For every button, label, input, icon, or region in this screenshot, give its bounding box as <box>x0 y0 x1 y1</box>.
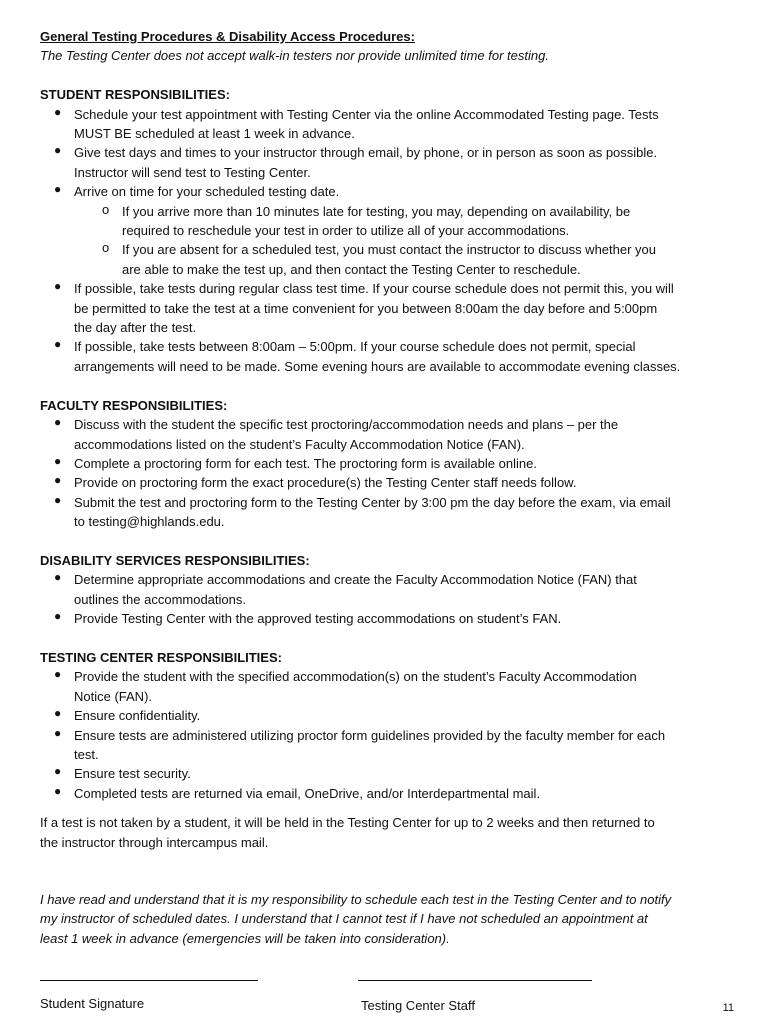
bullet-icon: ● <box>54 764 62 779</box>
bullet-icon: ● <box>54 337 62 352</box>
list-item: ● Ensure tests are administered utilizing proctor form guidelines provided by the faculty member for each test. <box>54 725 666 762</box>
page-title: General Testing Procedures & Disability Access Procedures: <box>40 29 415 44</box>
list-item: ● Provide on proctoring form the exact procedure(s) the Testing Center staff needs follow. <box>54 473 577 491</box>
list-item: ● Discuss with the student the specific test proctoring/accommodation needs and plans – per the accommodations listed on the student’s Faculty Accommodation Notice (FAN). <box>54 415 619 452</box>
sub-list-item: o If you are absent for a scheduled test, you must contact the instructor to discuss whether you are able to make the test up, and then contact the Testing Center to reschedule. <box>102 240 657 277</box>
list-item: ● Determine appropriate accommodations and create the Faculty Accommodation Notice (FAN) that outlines the accommodations. <box>54 570 637 607</box>
list-item: ● Complete a proctoring form for each test. The proctoring form is available online. <box>54 453 537 471</box>
list-item: ● Submit the test and proctoring form to the Testing Center by 3:00 pm the day before the exam, via email to testing@highlands.edu. <box>54 492 671 530</box>
list-item: ● Completed tests are returned via email, OneDrive, and/or Interdepartmental mail. <box>54 783 541 801</box>
list-item: ● Ensure test security. <box>54 764 191 782</box>
staff-signature-label: Testing Center Staff <box>361 998 475 1013</box>
signature-row <box>40 980 752 1020</box>
circle-bullet-icon: o <box>102 201 110 217</box>
bullet-icon: ● <box>54 453 62 468</box>
bullet-icon: ● <box>54 182 62 197</box>
bullet-icon: ● <box>54 706 62 721</box>
student-heading: STUDENT RESPONSIBILITIES: <box>40 87 230 103</box>
agreement-statement: I have read and understand that it is my responsibility to schedule each test in the Testing Center and to notify my instructor of scheduled dates. I understand that I cannot test if I have not scheduled an appointment at least 1 week in advance (emergencies will be taken into consideration). <box>40 892 672 946</box>
list-item: ● Arrive on time for your scheduled testing date. <box>54 182 340 200</box>
sub-list-item: o If you arrive more than 10 minutes late for testing, you may, depending on availability, be required to reschedule your test in order to utilize all of your accommodations. <box>102 201 631 239</box>
bullet-icon: ● <box>54 570 62 585</box>
retention-note: If a test is not taken by a student, it will be held in the Testing Center for up to 2 weeks and then returned to the instructor through intercampus mail. <box>40 815 655 850</box>
list-item: ● Schedule your test appointment with Testing Center via the online Accommodated Testing page. Tests MUST BE scheduled at least 1 week in advance. <box>54 104 659 142</box>
page-number: 11 <box>722 1002 734 1014</box>
bullet-icon: ● <box>54 415 62 430</box>
bullet-icon: ● <box>54 667 62 682</box>
disability-heading: DISABILITY SERVICES RESPONSIBILITIES: <box>40 552 310 568</box>
student-signature-line[interactable] <box>40 980 258 981</box>
list-item: ● If possible, take tests during regular class test time. If your course schedule does not permit this, you will be permitted to take the test at a time convenient for you between 8:00am the day before and 5:00pm the day after the test. <box>54 279 674 336</box>
staff-signature-line[interactable] <box>358 980 592 981</box>
bullet-icon: ● <box>54 473 62 488</box>
bullet-icon: ● <box>54 783 62 798</box>
list-item: ● Provide Testing Center with the approved testing accommodations on student’s FAN. <box>54 609 562 627</box>
bullet-icon: ● <box>54 143 62 158</box>
bullet-icon: ● <box>54 279 62 294</box>
list-item: ● If possible, take tests between 8:00am – 5:00pm. If your course schedule does not permit, special arrangements will need to be made. Some evening hours are available to accommodate evening classes. <box>54 337 681 374</box>
bullet-icon: ● <box>54 725 62 740</box>
bullet-icon: ● <box>54 492 62 507</box>
list-item: ● Ensure confidentiality. <box>54 706 201 724</box>
bullet-icon: ● <box>54 609 62 624</box>
student-signature-label: Student Signature <box>40 996 145 1011</box>
faculty-heading: FACULTY RESPONSIBILITIES: <box>40 397 228 413</box>
testing-center-heading: TESTING CENTER RESPONSIBILITIES: <box>40 649 282 665</box>
list-item: ● Provide the student with the specified accommodation(s) on the student’s Faculty Accommodation Notice (FAN). <box>54 667 637 704</box>
list-item: ● Give test days and times to your instructor through email, by phone, or in person as soon as possible. Instructor will send test to Testing Center. <box>54 143 658 180</box>
page-subtitle: The Testing Center does not accept walk-in testers nor provide unlimited time for testing. <box>40 48 549 64</box>
circle-bullet-icon: o <box>102 240 110 256</box>
bullet-icon: ● <box>54 104 62 119</box>
document-body <box>40 27 752 948</box>
